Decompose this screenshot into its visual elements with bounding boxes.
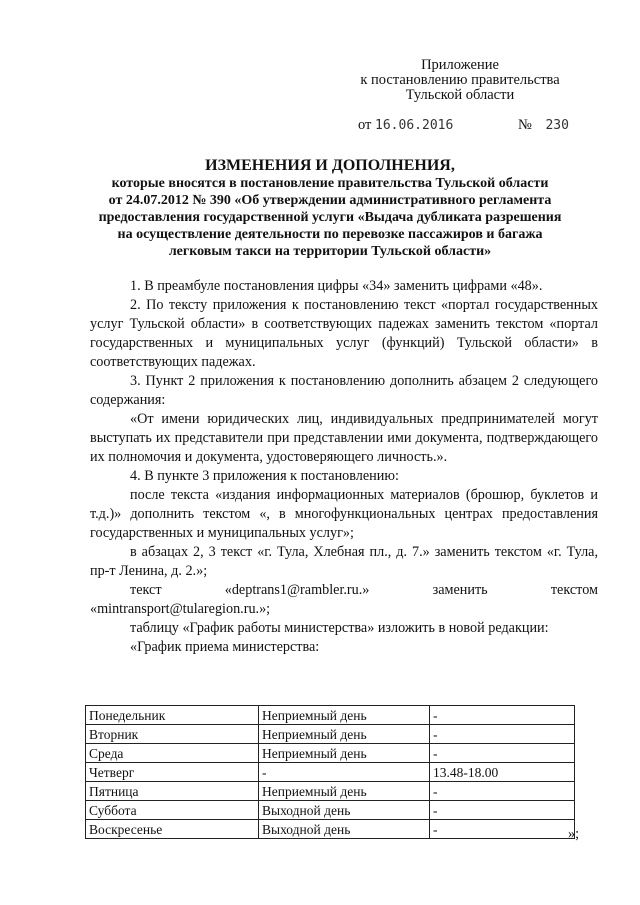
- hours-cell: -: [430, 820, 575, 839]
- day-cell: Суббота: [86, 801, 259, 820]
- title-line: от 24.07.2012 № 390 «Об утверждении административного регламента: [108, 193, 552, 208]
- table-row: [86, 744, 575, 763]
- table-row: [86, 801, 575, 820]
- date-value: 16.06.2016: [375, 118, 454, 133]
- hours-cell: -: [430, 725, 575, 744]
- paragraph: таблицу «График работы министерства» изложить в новой редакции:: [130, 620, 549, 636]
- day-cell: Воскресенье: [86, 820, 259, 839]
- number-sign: №: [518, 117, 532, 133]
- status-cell: Неприемный день: [259, 782, 430, 801]
- paragraph: текст «deptrans1@rambler.ru.» заменить текстом «mintransport@tularegion.ru.»;: [90, 582, 598, 617]
- day-cell: Понедельник: [86, 706, 259, 725]
- document-title: [80, 156, 580, 260]
- status-cell: Неприемный день: [259, 744, 430, 763]
- title-line: легковым такси на территории Тульской области»: [168, 244, 492, 259]
- number-value: 230: [545, 118, 569, 133]
- table-row: [86, 763, 575, 782]
- registration-number: [518, 117, 569, 134]
- paragraph: в абзацах 2, 3 текст «г. Тула, Хлебная пл., д. 7.» заменить текстом «г. Тула, пр-т Ленина, д. 2.»;: [90, 544, 598, 579]
- table-row: [86, 706, 575, 725]
- hours-cell: -: [430, 744, 575, 763]
- appendix-line: Тульской области: [405, 87, 515, 103]
- closing-quote: »;: [568, 826, 580, 842]
- day-cell: Вторник: [86, 725, 259, 744]
- status-cell: Неприемный день: [259, 706, 430, 725]
- paragraph: «График приема министерства:: [130, 639, 320, 655]
- appendix-header: [340, 58, 580, 103]
- day-cell: Среда: [86, 744, 259, 763]
- schedule-table: [85, 705, 575, 839]
- title-line: которые вносятся в постановление правительства Тульской области: [111, 176, 549, 191]
- hours-cell: -: [430, 706, 575, 725]
- table-row: [86, 820, 575, 839]
- document-body: [90, 277, 598, 657]
- status-cell: Неприемный день: [259, 725, 430, 744]
- day-cell: Пятница: [86, 782, 259, 801]
- status-cell: Выходной день: [259, 820, 430, 839]
- hours-cell: 13.48-18.00: [430, 763, 575, 782]
- registration-date: [358, 117, 453, 134]
- table-row: [86, 782, 575, 801]
- title-line: на осуществление деятельности по перевозке пассажиров и багажа: [117, 227, 543, 242]
- title-main: ИЗМЕНЕНИЯ И ДОПОЛНЕНИЯ,: [205, 157, 455, 174]
- appendix-line: к постановлению правительства: [360, 72, 560, 88]
- appendix-line: Приложение: [421, 57, 499, 73]
- hours-cell: -: [430, 801, 575, 820]
- date-prefix: от: [358, 117, 372, 133]
- day-cell: Четверг: [86, 763, 259, 782]
- paragraph: 4. В пункте 3 приложения к постановлению:: [130, 468, 399, 484]
- paragraph: 1. В преамбуле постановления цифры «34» заменить цифрами «48».: [130, 278, 543, 294]
- hours-cell: -: [430, 782, 575, 801]
- status-cell: -: [259, 763, 430, 782]
- title-line: предоставления государственной услуги «Выдача дубликата разрешения: [98, 210, 562, 225]
- table-row: [86, 725, 575, 744]
- status-cell: Выходной день: [259, 801, 430, 820]
- paragraph: после текста «издания информационных материалов (брошюр, буклетов и т.д.)» дополнить текстом «, в многофункциональных центрах предоставления государственных и муниципальных услуг»;: [90, 487, 598, 541]
- paragraph: 3. Пункт 2 приложения к постановлению дополнить абзацем 2 следующего содержания:: [90, 373, 598, 408]
- paragraph: 2. По тексту приложения к постановлению текст «портал государственных услуг Тульской области» в соответствующих падежах заменить текстом «портал государственных и муниципальных услуг (функций) Тульской области» в соответствующих падежах.: [90, 297, 598, 370]
- paragraph: «От имени юридических лиц, индивидуальных предпринимателей могут выступать их представители при представлении ими документа, подтверждающего их полномочия и документа, удостоверяющего личность.».: [90, 411, 598, 465]
